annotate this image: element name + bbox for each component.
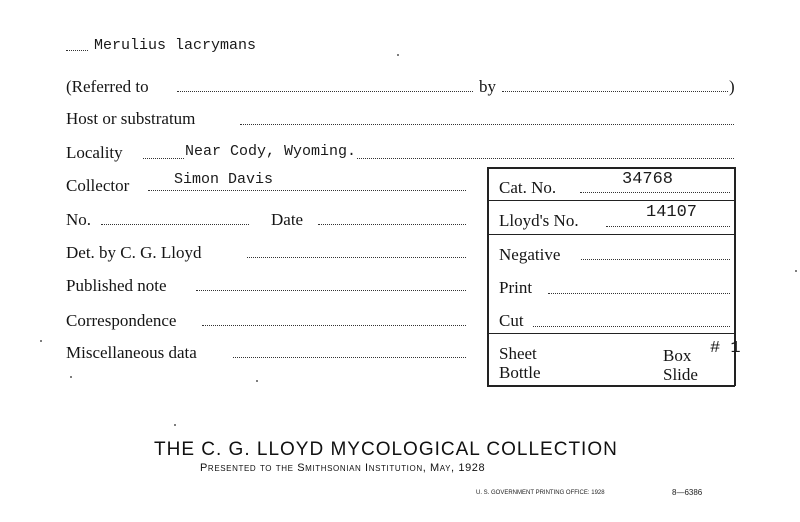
collector-line <box>148 190 466 191</box>
footer-subtitle: Presented to the Smithsonian Institution, May, 1928 <box>200 462 486 474</box>
scan-speck <box>795 270 797 272</box>
bottle-label: Bottle <box>499 363 541 382</box>
scan-speck <box>256 380 258 382</box>
scan-speck <box>40 340 42 342</box>
negative-label: Negative <box>499 245 561 264</box>
cat-no-value: 34768 <box>622 170 674 189</box>
negative-line <box>581 259 730 260</box>
sheet-label: Sheet <box>499 344 537 363</box>
collector-value: Simon Davis <box>174 171 274 188</box>
box-number-value: # 1 <box>710 339 741 358</box>
lloyds-no-value: 14107 <box>646 203 698 222</box>
form-number: 8—6386 <box>672 488 703 497</box>
printing-office-imprint: U. S. GOVERNMENT PRINTING OFFICE: 1928 <box>476 490 605 496</box>
locality-label: Locality <box>66 143 123 162</box>
published-note-label: Published note <box>66 276 167 295</box>
box-row-rule-1 <box>487 200 735 201</box>
det-by-label: Det. by C. G. Lloyd <box>66 243 202 262</box>
date-label: Date <box>271 210 304 229</box>
box-top-rule <box>487 167 735 169</box>
host-label: Host or substratum <box>66 109 196 128</box>
cut-line <box>533 326 730 327</box>
collector-label: Collector <box>66 176 130 195</box>
cat-no-label: Cat. No. <box>499 178 557 197</box>
scan-speck <box>70 376 72 378</box>
cat-no-line <box>580 192 730 193</box>
locality-value: Near Cody, Wyoming. <box>185 143 357 160</box>
by-label: by <box>479 77 496 96</box>
box-row-rule-3 <box>487 333 735 334</box>
misc-label: Miscellaneous data <box>66 343 197 362</box>
box-row-rule-2 <box>487 234 735 235</box>
misc-line <box>233 357 466 358</box>
close-paren: ) <box>729 77 735 96</box>
date-line <box>318 224 466 225</box>
slide-label: Slide <box>663 365 698 384</box>
name-dotted-line <box>66 50 88 51</box>
no-label: No. <box>66 210 92 229</box>
scan-speck <box>174 424 176 426</box>
det-by-line <box>247 257 466 258</box>
box-label: Box <box>663 346 692 365</box>
referred-to-label: (Referred to <box>66 77 149 96</box>
correspondence-line <box>202 325 466 326</box>
cut-label: Cut <box>499 311 524 330</box>
scan-speck <box>397 54 399 56</box>
host-line <box>240 124 734 125</box>
lloyds-no-label: Lloyd's No. <box>499 211 579 230</box>
by-line <box>502 91 728 92</box>
published-note-line <box>196 290 466 291</box>
no-line <box>101 224 249 225</box>
footer-title: THE C. G. LLOYD MYCOLOGICAL COLLECTION <box>154 439 618 460</box>
referred-to-line <box>177 91 473 92</box>
correspondence-label: Correspondence <box>66 311 177 330</box>
print-line <box>548 293 730 294</box>
print-label: Print <box>499 278 533 297</box>
box-bottom-rule <box>487 385 735 387</box>
lloyds-no-line <box>606 226 730 227</box>
specimen-name: Merulius lacrymans <box>94 37 257 54</box>
